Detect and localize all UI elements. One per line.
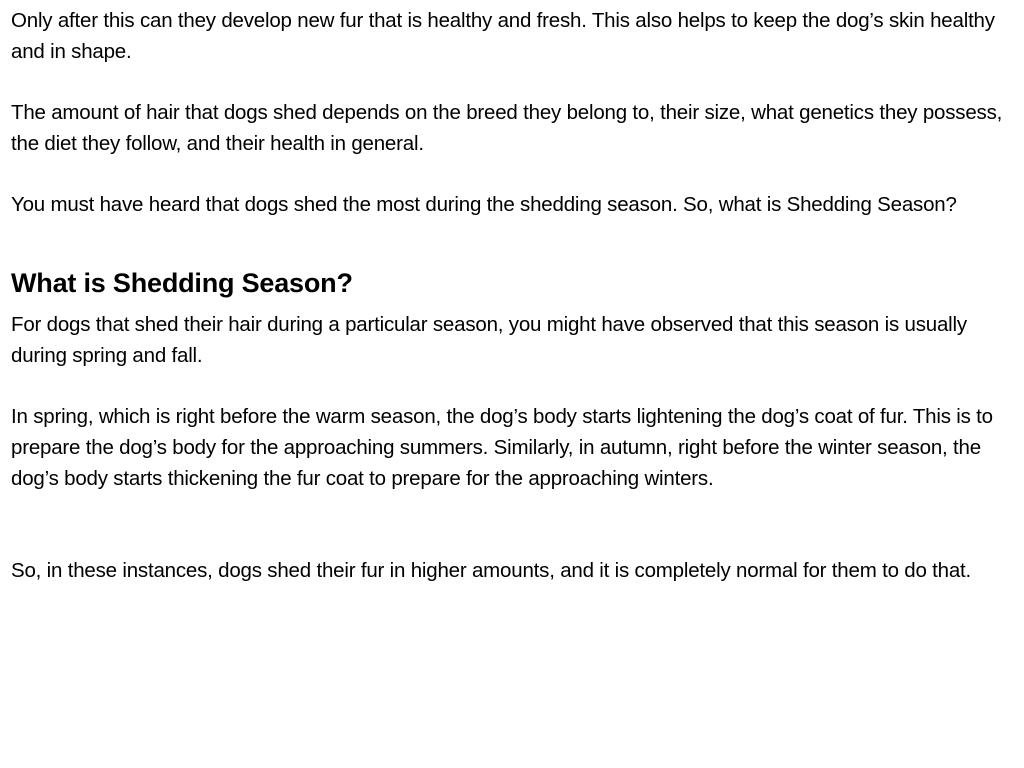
paragraph-shedding-factors: The amount of hair that dogs shed depends on the breed they belong to, their size, what genetics they possess, the diet they follow, and their health in general. xyxy=(11,101,1003,155)
paragraph-spring-fall: For dogs that shed their hair during a particular season, you might have observed that this season is usually during spring and fall. xyxy=(11,313,967,367)
section-heading: What is Shedding Season? xyxy=(11,268,353,298)
paragraph-shedding-season-question: You must have heard that dogs shed the most during the shedding season. So, what is Shedding Season? xyxy=(11,193,957,216)
paragraph-spring-autumn-coat: In spring, which is right before the warm season, the dog’s body starts lightening the dog’s coat of fur. This is to prepare the dog’s body for the approaching summers. Similarly, in autumn, right before the winter season, the dog’s body starts thickening the fur coat to prepare for the approaching winters. xyxy=(11,405,993,490)
paragraph-new-fur: Only after this can they develop new fur that is healthy and fresh. This also helps to keep the dog’s skin healthy and in shape. xyxy=(11,9,995,63)
paragraph-normal-shedding: So, in these instances, dogs shed their fur in higher amounts, and it is completely normal for them to do that. xyxy=(11,559,972,582)
